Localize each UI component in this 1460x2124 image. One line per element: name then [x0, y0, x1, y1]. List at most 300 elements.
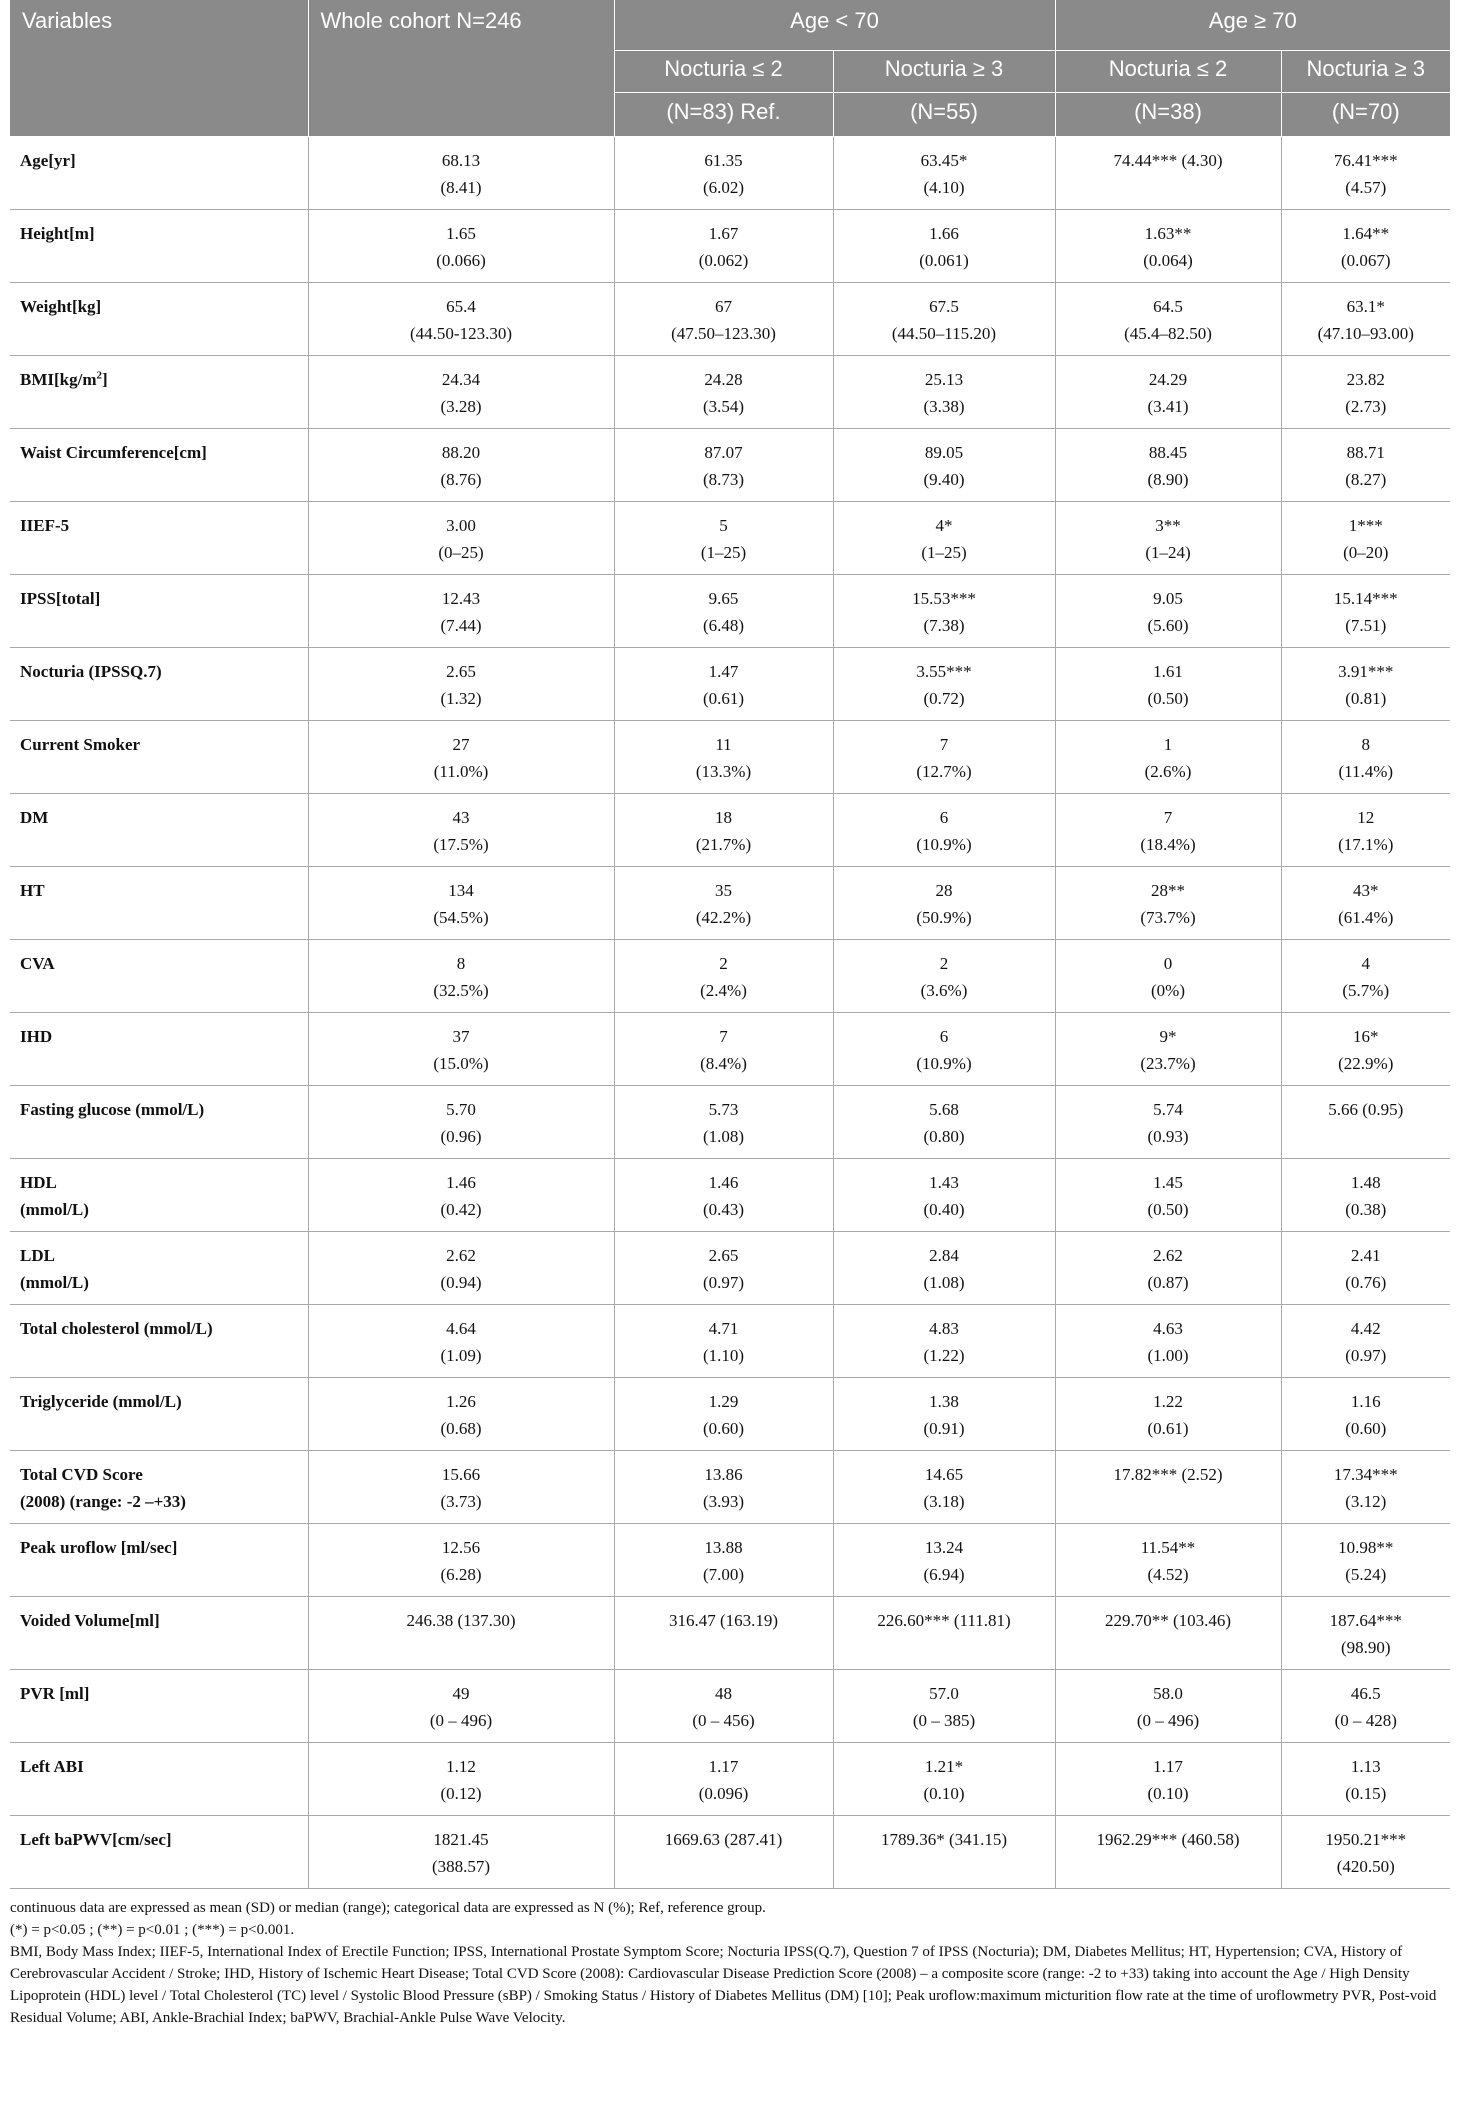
cell-value: 24.28: [704, 370, 743, 389]
table-cell: [1055, 794, 1281, 867]
table-cell: [833, 356, 1055, 429]
cell-value: 88.45: [1148, 443, 1188, 462]
table-cell: [308, 940, 614, 1013]
cell-value: 15.66: [441, 1465, 481, 1484]
footnote-significance: (*) = p<0.05 ; (**) = p<0.01 ; (***) = p<0.001.: [10, 1922, 295, 1938]
table-cell: [1055, 210, 1281, 283]
table-cell: [833, 1743, 1055, 1816]
table-row: [10, 940, 1450, 1013]
table-cell: [1281, 1743, 1450, 1816]
cell-spread: (7.38): [923, 616, 965, 635]
cell-spread: (0.12): [440, 1784, 482, 1803]
cell-spread: (7.00): [702, 1565, 745, 1584]
table-cell: [614, 1305, 833, 1378]
table-cell: [614, 356, 833, 429]
table-header: [10, 0, 1450, 137]
cell-spread: (18.4%): [1140, 835, 1196, 854]
variable-name: PVR [ml]: [20, 1684, 90, 1703]
table-cell: [1055, 502, 1281, 575]
table-cell: [308, 1451, 614, 1524]
row-variable-label: [10, 1670, 308, 1743]
table-cell: [833, 1451, 1055, 1524]
cell-spread: (0–25): [438, 543, 484, 562]
cell-value: 13.24: [924, 1538, 964, 1557]
cell-value: 13.88: [704, 1538, 743, 1557]
cell-spread: (3.54): [702, 397, 745, 416]
table-cell: [833, 1524, 1055, 1597]
table-cell: [1055, 940, 1281, 1013]
table-cell: [1055, 1451, 1281, 1524]
cell-value: 1.61: [1153, 662, 1183, 681]
table-row: [10, 1305, 1450, 1378]
variable-name: Peak uroflow [ml/sec]: [20, 1538, 178, 1557]
variable-name: Weight[kg]: [20, 297, 102, 316]
table-cell: [833, 137, 1055, 210]
table-cell: [1281, 1013, 1450, 1086]
cell-value: 17.34***: [1333, 1465, 1398, 1484]
cell-spread: (3.28): [440, 397, 482, 416]
cell-value: 4.83: [929, 1319, 959, 1338]
header-variables: Variables: [10, 0, 308, 137]
variable-name: Left ABI: [20, 1757, 84, 1776]
cell-value: 5.74: [1153, 1100, 1183, 1119]
variable-name-end: ]: [102, 370, 108, 389]
table-cell: [1055, 356, 1281, 429]
variable-name-line2: (mmol/L): [20, 1273, 89, 1292]
cell-spread: (5.60): [1147, 616, 1189, 635]
cell-value: 13.86: [704, 1465, 743, 1484]
table-footnotes: [10, 1889, 1450, 2029]
cell-value: 1.46: [446, 1173, 476, 1192]
cell-spread: (1.08): [923, 1273, 965, 1292]
table-cell: [308, 1743, 614, 1816]
table-cell: [614, 867, 833, 940]
cell-spread: (0.50): [1147, 689, 1189, 708]
table-cell: [308, 1524, 614, 1597]
variable-name: Nocturia (IPSSQ.7): [20, 662, 162, 681]
cell-spread: (0.064): [1143, 251, 1193, 270]
table-cell: [308, 575, 614, 648]
header-n-55: (N=55): [833, 93, 1055, 137]
row-variable-label: [10, 1086, 308, 1159]
cell-value: 1.16: [1350, 1392, 1381, 1411]
cell-spread: (0.96): [440, 1127, 482, 1146]
row-variable-label: [10, 283, 308, 356]
cell-spread: (61.4%): [1338, 908, 1394, 927]
results-table: [10, 0, 1450, 1889]
table-cell: [833, 1013, 1055, 1086]
table-cell: [1281, 1378, 1450, 1451]
row-variable-label: [10, 1305, 308, 1378]
table-cell: [308, 1670, 614, 1743]
table-cell: [308, 1597, 614, 1670]
cell-spread: (6.94): [923, 1565, 965, 1584]
table-cell: [833, 1232, 1055, 1305]
table-row: [10, 648, 1450, 721]
cell-value: 67.5: [929, 297, 959, 316]
cell-value: 1.43: [929, 1173, 959, 1192]
cell-value: 226.60*** (111.81): [877, 1611, 1011, 1630]
table-cell: [1055, 648, 1281, 721]
cell-spread: (8.4%): [700, 1054, 747, 1073]
table-cell: [1055, 1086, 1281, 1159]
cell-spread: (0.60): [1345, 1419, 1387, 1438]
cell-spread: (0 – 496): [429, 1711, 493, 1730]
row-variable-label: [10, 1159, 308, 1232]
cell-spread: (0 – 456): [692, 1711, 755, 1730]
row-variable-label: [10, 648, 308, 721]
cell-spread: (4.57): [1345, 178, 1387, 197]
cell-value: 3**: [1155, 516, 1181, 535]
cell-value: 4.42: [1350, 1319, 1381, 1338]
cell-value: 316.47 (163.19): [668, 1611, 779, 1630]
table-cell: [1281, 137, 1450, 210]
table-cell: [614, 1597, 833, 1670]
header-nocturia-le2-old: Nocturia ≤ 2: [1055, 51, 1281, 93]
cell-value: 76.41***: [1333, 151, 1398, 170]
cell-spread: (1.08): [702, 1127, 745, 1146]
cell-spread: (5.24): [1345, 1565, 1387, 1584]
table-cell: [1055, 137, 1281, 210]
table-cell: [1281, 1597, 1450, 1670]
cell-value: 8: [456, 954, 466, 973]
cell-value: 48: [715, 1684, 732, 1703]
row-variable-label: [10, 794, 308, 867]
table-cell: [1055, 575, 1281, 648]
cell-spread: (23.7%): [1140, 1054, 1196, 1073]
table-cell: [833, 794, 1055, 867]
table-row: [10, 1232, 1450, 1305]
header-age-under-70: Age < 70: [614, 0, 1055, 51]
table-cell: [1281, 1086, 1450, 1159]
table-cell: [1281, 721, 1450, 794]
cell-value: 1.67: [708, 224, 739, 243]
table-cell: [614, 429, 833, 502]
table-cell: [1055, 1305, 1281, 1378]
cell-value: 1.65: [446, 224, 476, 243]
cell-spread: (8.76): [440, 470, 482, 489]
cell-value: 10.98**: [1338, 1538, 1394, 1557]
cell-spread: (0.61): [1147, 1419, 1189, 1438]
cell-value: 35: [715, 881, 732, 900]
cell-spread: (0.93): [1147, 1127, 1189, 1146]
table-cell: [833, 1816, 1055, 1889]
cell-spread: (0%): [1151, 981, 1185, 1000]
cell-spread: (0.76): [1345, 1273, 1387, 1292]
table-cell: [833, 502, 1055, 575]
cell-value: 2: [719, 954, 728, 973]
cell-value: 2.65: [708, 1246, 739, 1265]
cell-spread: (0.61): [702, 689, 745, 708]
table-row: [10, 356, 1450, 429]
variable-name-line2: (2008) (range: -2 –+33): [20, 1492, 186, 1511]
table-cell: [833, 1597, 1055, 1670]
cell-spread: (1.22): [923, 1346, 965, 1365]
cell-value: 1.13: [1350, 1757, 1381, 1776]
table-row: [10, 502, 1450, 575]
cell-value: 7: [719, 1027, 728, 1046]
variable-name: HT: [20, 881, 45, 900]
table-cell: [1281, 867, 1450, 940]
cell-value: 2.62: [1153, 1246, 1183, 1265]
cell-spread: (0.15): [1345, 1784, 1387, 1803]
cell-value: 49: [452, 1684, 470, 1703]
row-variable-label: [10, 1524, 308, 1597]
table-row: [10, 794, 1450, 867]
table-row: [10, 1159, 1450, 1232]
cell-value: 246.38 (137.30): [406, 1611, 516, 1630]
cell-value: 1.47: [708, 662, 739, 681]
table-cell: [308, 356, 614, 429]
variable-name: Total CVD Score: [20, 1465, 143, 1484]
cell-spread: (15.0%): [433, 1054, 489, 1073]
table-cell: [1281, 1524, 1450, 1597]
cell-spread: (0.061): [919, 251, 969, 270]
cell-value: 57.0: [929, 1684, 959, 1703]
table-row: [10, 429, 1450, 502]
header-age-70-plus: Age ≥ 70: [1055, 0, 1450, 51]
cell-spread: (7.51): [1345, 616, 1387, 635]
cell-spread: (0.97): [702, 1273, 745, 1292]
row-variable-label: [10, 1013, 308, 1086]
cell-spread: (2.73): [1345, 397, 1387, 416]
cell-spread: (3.38): [923, 397, 965, 416]
cell-value: 88.20: [441, 443, 481, 462]
cell-spread: (17.5%): [433, 835, 489, 854]
cell-value: 9*: [1159, 1027, 1177, 1046]
table-cell: [1281, 648, 1450, 721]
header-whole-cohort: Whole cohort N=246: [308, 0, 614, 137]
cell-spread: (1.10): [702, 1346, 745, 1365]
cell-spread: (0 – 385): [912, 1711, 976, 1730]
cell-spread: (8.27): [1345, 470, 1387, 489]
cell-spread: (0.062): [698, 251, 749, 270]
cell-spread: (0.42): [440, 1200, 482, 1219]
table-cell: [1055, 1597, 1281, 1670]
cell-spread: (22.9%): [1338, 1054, 1394, 1073]
cell-spread: (420.50): [1336, 1857, 1395, 1876]
table-cell: [1281, 1451, 1450, 1524]
cell-value: 68.13: [441, 151, 481, 170]
cell-value: 15.53***: [912, 589, 976, 608]
table-cell: [1281, 1670, 1450, 1743]
cell-spread: (17.1%): [1338, 835, 1394, 854]
cell-spread: (1.00): [1147, 1346, 1189, 1365]
cell-value: 3.55***: [916, 662, 972, 681]
cell-value: 43*: [1353, 881, 1379, 900]
cell-value: 1.21*: [924, 1757, 964, 1776]
cell-spread: (0.87): [1147, 1273, 1189, 1292]
cell-value: 64.5: [1153, 297, 1183, 316]
table-cell: [1281, 502, 1450, 575]
table-cell: [1055, 1013, 1281, 1086]
table-cell: [833, 1378, 1055, 1451]
row-variable-label: [10, 1597, 308, 1670]
cell-value: 1.22: [1153, 1392, 1183, 1411]
cell-spread: (3.41): [1147, 397, 1189, 416]
footnote-abbreviations: BMI, Body Mass Index; IIEF-5, International Index of Erectile Function; IPSS, International Prostate Symptom Score; Nocturia IPSS(Q.7), Question 7 of IPSS (Nocturia); DM, Diabetes Mellitus; HT, Hypertension; CVA, History of Cerebrovascular Accident / Stroke; IHD, History of Ischemic Heart Disease; Total CVD Score (2008): Cardiovascular Disease Prediction Score (2008) – a composite score (range: -2 to +33) taking into account the Age / High Density Lipoprotein (HDL) level / Total Cholesterol (TC) level / Systolic Blood Pressure (sBP) / Smoking Status / History of Diabetes Mellitus (DM) [10]; Peak uroflow:maximum micturition flow rate at the time of uroflowmetry PVR, Post-void Residual Volume; ABI, Ankle-Brachial Index; baPWV, Brachial-Ankle Pulse Wave Velocity.: [10, 1944, 1437, 2026]
row-variable-label: [10, 867, 308, 940]
cell-spread: (2.4%): [700, 981, 747, 1000]
table-cell: [833, 575, 1055, 648]
cell-spread: (98.90): [1340, 1638, 1391, 1657]
row-variable-label: [10, 137, 308, 210]
cell-spread: (5.7%): [1342, 981, 1390, 1000]
table-cell: [1281, 575, 1450, 648]
cell-spread: (1–24): [1145, 543, 1191, 562]
cell-value: 28: [935, 881, 953, 900]
cell-spread: (1.09): [440, 1346, 482, 1365]
row-variable-label: [10, 1378, 308, 1451]
table-cell: [1281, 1305, 1450, 1378]
cell-spread: (0.91): [923, 1419, 965, 1438]
cell-value: 1.38: [929, 1392, 959, 1411]
cell-value: 12.43: [441, 589, 481, 608]
variable-name: LDL: [20, 1246, 55, 1265]
table-cell: [308, 1013, 614, 1086]
cell-spread: (0.81): [1345, 689, 1387, 708]
cell-spread: (42.2%): [695, 908, 752, 927]
cell-spread: (0.067): [1340, 251, 1391, 270]
cell-value: 1.45: [1153, 1173, 1183, 1192]
table-cell: [614, 283, 833, 356]
table-container: [10, 0, 1450, 2029]
cell-spread: (50.9%): [916, 908, 972, 927]
variable-name: Fasting glucose (mmol/L): [20, 1100, 205, 1119]
variable-name: Total cholesterol (mmol/L): [20, 1319, 213, 1338]
table-cell: [614, 1743, 833, 1816]
table-row: [10, 1743, 1450, 1816]
table-cell: [1281, 1816, 1450, 1889]
table-cell: [308, 1305, 614, 1378]
table-cell: [308, 1378, 614, 1451]
cell-value: 5: [719, 516, 728, 535]
table-row: [10, 210, 1450, 283]
table-row: [10, 1816, 1450, 1889]
table-cell: [308, 1159, 614, 1232]
cell-spread: (0 – 496): [1136, 1711, 1200, 1730]
table-cell: [308, 137, 614, 210]
table-cell: [614, 1670, 833, 1743]
table-cell: [308, 210, 614, 283]
cell-value: 1.12: [446, 1757, 476, 1776]
cell-value: 4*: [935, 516, 953, 535]
table-cell: [308, 1816, 614, 1889]
table-cell: [1055, 1524, 1281, 1597]
table-cell: [1055, 721, 1281, 794]
cell-value: 9.05: [1153, 589, 1183, 608]
cell-spread: (8.73): [702, 470, 745, 489]
cell-value: 1.46: [708, 1173, 739, 1192]
cell-spread: (0.10): [1147, 1784, 1189, 1803]
table-cell: [1055, 429, 1281, 502]
cell-spread: (11.0%): [433, 762, 489, 781]
table-row: [10, 137, 1450, 210]
cell-value: 24.34: [441, 370, 481, 389]
variable-name: Height[m]: [20, 224, 95, 243]
table-cell: [614, 940, 833, 1013]
cell-spread: (4.10): [923, 178, 965, 197]
table-row: [10, 1013, 1450, 1086]
row-variable-label: [10, 356, 308, 429]
table-cell: [1281, 210, 1450, 283]
table-cell: [1055, 1378, 1281, 1451]
variable-name-line2: (mmol/L): [20, 1200, 89, 1219]
table-cell: [1281, 283, 1450, 356]
cell-value: 1.48: [1350, 1173, 1381, 1192]
cell-value: 1.26: [446, 1392, 476, 1411]
cell-value: 17.82*** (2.52): [1113, 1465, 1223, 1484]
cell-spread: (0–20): [1343, 543, 1389, 562]
cell-spread: (1–25): [921, 543, 967, 562]
cell-spread: (10.9%): [916, 1054, 972, 1073]
table-cell: [1281, 940, 1450, 1013]
cell-spread: (388.57): [431, 1857, 491, 1876]
cell-value: 2: [939, 954, 949, 973]
table-row: [10, 721, 1450, 794]
table-cell: [614, 502, 833, 575]
cell-value: 4: [1361, 954, 1370, 973]
cell-spread: (12.7%): [916, 762, 972, 781]
cell-value: 1789.36* (341.15): [880, 1830, 1008, 1849]
cell-value: 5.66 (0.95): [1328, 1100, 1404, 1119]
row-variable-label: [10, 502, 308, 575]
cell-spread: (0.096): [698, 1784, 749, 1803]
variable-name: Current Smoker: [20, 735, 141, 754]
table-cell: [614, 721, 833, 794]
cell-value: 1962.29*** (460.58): [1096, 1830, 1240, 1849]
table-row: [10, 1451, 1450, 1524]
variable-name: Age[yr]: [20, 151, 76, 170]
cell-value: 1950.21***: [1325, 1830, 1407, 1849]
cell-spread: (13.3%): [695, 762, 752, 781]
cell-value: 7: [1163, 808, 1173, 827]
variable-name: IHD: [20, 1027, 53, 1046]
cell-value: 1.63**: [1144, 224, 1192, 243]
cell-spread: (0.94): [440, 1273, 482, 1292]
table-cell: [833, 210, 1055, 283]
cell-spread: (6.02): [702, 178, 745, 197]
cell-value: 88.71: [1346, 443, 1385, 462]
table-cell: [833, 1670, 1055, 1743]
cell-value: 1.64**: [1342, 224, 1390, 243]
cell-spread: (0.72): [923, 689, 965, 708]
table-cell: [1055, 1816, 1281, 1889]
header-nocturia-ge3-old: Nocturia ≥ 3: [1281, 51, 1450, 93]
row-variable-label: [10, 1743, 308, 1816]
footnote-data-format: continuous data are expressed as mean (SD) or median (range); categorical data are expressed as N (%); Ref, reference group.: [10, 1900, 766, 1916]
cell-spread: (0.10): [923, 1784, 965, 1803]
table-cell: [614, 794, 833, 867]
variable-name: CVA: [20, 954, 55, 973]
table-cell: [308, 429, 614, 502]
table-cell: [308, 648, 614, 721]
cell-spread: (44.50–115.20): [891, 324, 997, 343]
cell-value: 2.62: [446, 1246, 476, 1265]
cell-spread: (11.4%): [1338, 762, 1394, 781]
cell-spread: (10.9%): [916, 835, 972, 854]
cell-value: 14.65: [924, 1465, 964, 1484]
cell-spread: (45.4–82.50): [1124, 324, 1212, 343]
cell-value: 187.64***: [1329, 1611, 1402, 1630]
cell-spread: (1.32): [440, 689, 482, 708]
table-cell: [1055, 1232, 1281, 1305]
table-cell: [308, 502, 614, 575]
cell-spread: (3.18): [923, 1492, 965, 1511]
cell-spread: (54.5%): [433, 908, 489, 927]
table-cell: [1055, 1159, 1281, 1232]
variable-name: HDL: [20, 1173, 57, 1192]
